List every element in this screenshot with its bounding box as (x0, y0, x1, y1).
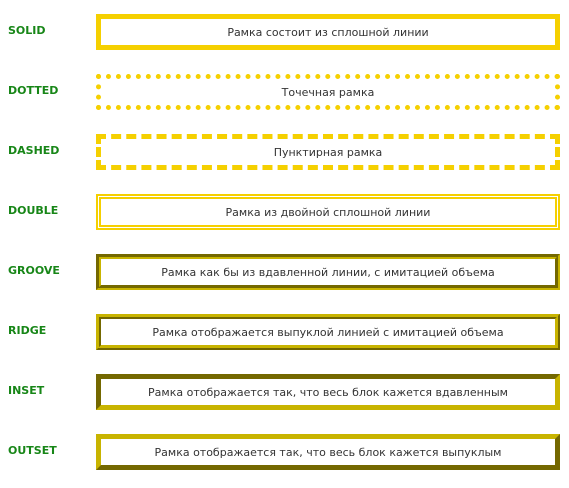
style-label-solid: SOLID (8, 24, 46, 37)
border-box-outset: Рамка отображается так, что весь блок кажется выпуклым (96, 434, 560, 470)
style-label-dashed: DASHED (8, 144, 60, 157)
style-label-inset: INSET (8, 384, 45, 397)
border-box-ridge: Рамка отображается выпуклой линией с имитацией объема (96, 314, 560, 350)
style-label-dotted: DOTTED (8, 84, 59, 97)
border-box-dashed: Пунктирная рамка (96, 134, 560, 170)
row-solid (0, 8, 569, 68)
row-dashed (0, 128, 569, 188)
row-double (0, 188, 569, 248)
row-inset (0, 368, 569, 428)
style-label-ridge: RIDGE (8, 324, 47, 337)
border-box-dotted: Точечная рамка (96, 74, 560, 110)
border-box-double: Рамка из двойной сплошной линии (96, 194, 560, 230)
style-label-double: DOUBLE (8, 204, 59, 217)
style-label-groove: GROOVE (8, 264, 60, 277)
row-dotted (0, 68, 569, 128)
border-box-groove: Рамка как бы из вдавленной линии, с имитацией объема (96, 254, 560, 290)
row-groove (0, 248, 569, 308)
row-outset (0, 428, 569, 488)
style-label-outset: OUTSET (8, 444, 57, 457)
row-ridge (0, 308, 569, 368)
border-box-inset: Рамка отображается так, что весь блок кажется вдавленным (96, 374, 560, 410)
border-box-solid: Рамка состоит из сплошной линии (96, 14, 560, 50)
